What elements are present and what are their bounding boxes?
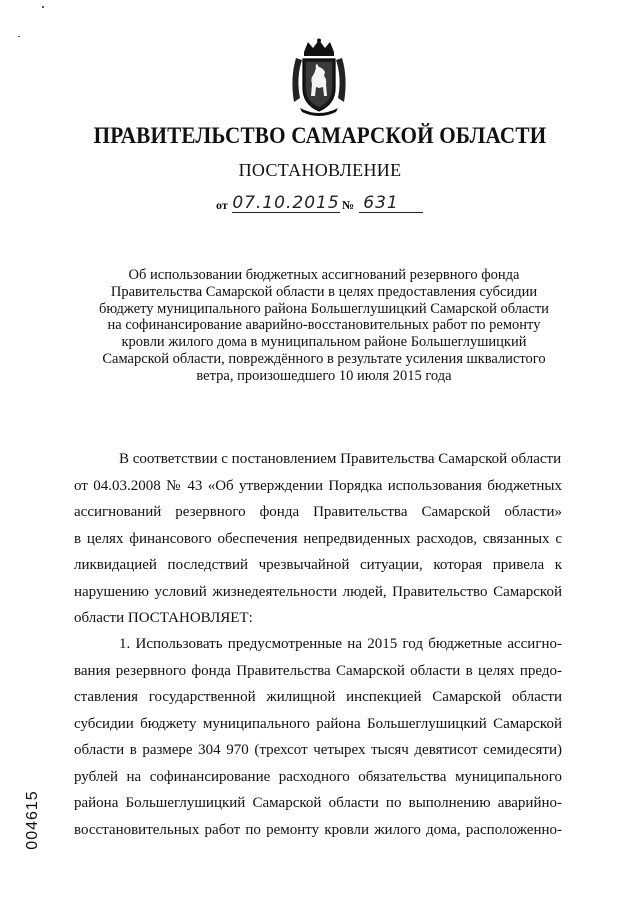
preamble-line: от 04.03.2008 № 43 «Об утверждении Порядка использования бюджетных	[74, 477, 562, 494]
subject-line: на софинансирование аварийно-восстановительных работ по ремонту	[107, 317, 541, 334]
subject-line: кровли жилого дома в муниципальном районе Большеглушицкий	[121, 334, 527, 351]
item-1-line: рублей на софинансирование расходного обязательства муниципального	[74, 768, 562, 785]
preamble-line: ассигнований резервного фонда Правительства Самарской области»	[74, 504, 562, 520]
number-value: 631	[363, 193, 399, 213]
scan-speck	[18, 36, 20, 37]
item-1-paragraph	[74, 631, 562, 843]
subject-line: ветра, произошедшего 10 июля 2015 года	[196, 367, 452, 384]
samara-coat-of-arms-icon	[286, 38, 352, 116]
date-number-line	[206, 194, 446, 216]
item-1-line: ставления государственной жилищной инспекцией Самарской области	[74, 689, 562, 705]
subject-line: Самарской области, повреждённого в результате усиления шквалистого	[102, 350, 546, 367]
item-1-line: субсидии бюджету муниципального района Большеглушицкий Самарской	[74, 715, 562, 732]
preamble-line: ликвидацией последствий чрезвычайной ситуации, которая привела к	[74, 557, 562, 573]
side-stamp-text: 004615	[24, 790, 41, 850]
preamble-paragraph	[74, 446, 562, 632]
item-1-line: района Большеглушицкий Самарской области по выполнению аварийно-	[74, 795, 562, 811]
document-subject	[84, 267, 564, 385]
document-type: ПОСТАНОВЛЕНИЕ	[238, 160, 402, 180]
government-title: ПРАВИТЕЛЬСТВО САМАРСКОЙ ОБЛАСТИ	[93, 123, 547, 148]
subject-line: Об использовании бюджетных ассигнований резервного фонда	[128, 267, 520, 283]
scan-speck	[42, 6, 44, 8]
number-label: №	[342, 198, 355, 212]
subject-line: Правительства Самарской области в целях предоставления субсидии	[110, 283, 538, 300]
preamble-line: В соответствии с постановлением Правительства Самарской области	[119, 451, 562, 467]
date-value: 07.10.2015	[232, 193, 340, 213]
preamble-line: в целях финансового обеспечения непредвиденных расходов, связанных с	[74, 530, 562, 547]
item-1-line: области в размере 304 970 (трехсот четырех тысяч девятисот семидесяти)	[74, 742, 562, 758]
item-1-line: вания резервного фонда Правительства Самарской области в целях предо-	[74, 662, 562, 679]
preamble-line: области ПОСТАНОВЛЯЕТ:	[74, 610, 253, 626]
subject-line: бюджету муниципального района Большеглушицкий Самарской области	[99, 300, 549, 317]
item-1-line: восстановительных работ по ремонту кровли жилого дома, расположенно-	[74, 821, 562, 838]
preamble-line: нарушению условий жизнедеятельности людей, Правительство Самарской	[74, 583, 562, 600]
date-label: от	[216, 198, 228, 212]
side-stamp-number	[18, 770, 48, 870]
item-1-line: 1. Использовать предусмотренные на 2015 год бюджетные ассигно-	[119, 636, 562, 652]
